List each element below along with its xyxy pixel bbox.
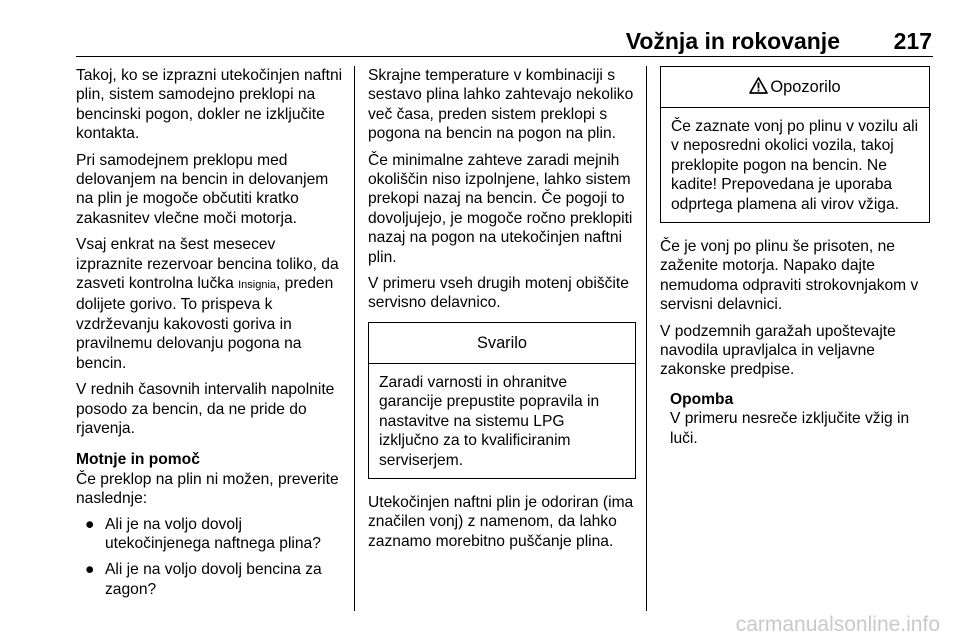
list-item [76, 560, 344, 599]
col2-paragraph-2: Če minimalne zahteve zaradi mejnih okoliščin niso izpolnjene, lahko sistem prekopi nazaj na bencin. Če pogoji to dovoljujejo, je mogoče ročno preklopiti nazaj na pogon na utekočinjen naftni plin. [368, 151, 633, 266]
col2-paragraph-4: Utekočinjen naftni plin je odoriran (ima značilen vonj) z namenom, da lahko zaznamo morebitno puščanje plina. [368, 493, 634, 550]
warning-box [660, 66, 930, 223]
header-divider [76, 56, 933, 57]
list-item-text: Ali je na voljo dovolj utekočinjenega naftnega plina? [105, 515, 321, 552]
column-divider-2 [646, 66, 647, 611]
caution-text: Zaradi varnosti in ohranitve garancije prepustite popravila in nastavitve na sistemu LPG izključno za to kvalificiranim serviserjem. [379, 373, 600, 469]
note-text: V primeru nesreče izključite vžig in luči. [670, 410, 910, 447]
note-title: Opomba [670, 390, 734, 408]
column-3 [660, 66, 930, 448]
column-1 [76, 66, 344, 606]
insignia-indicator-label: Insignia [238, 279, 277, 292]
checklist [76, 515, 344, 600]
col1-paragraph-3 [76, 235, 344, 373]
bullet-icon: ● [85, 515, 95, 533]
section-subheading: Motnje in pomoč [76, 451, 200, 469]
column-divider-1 [354, 66, 355, 611]
page-number: 217 [893, 28, 932, 54]
col3-paragraph-2: V podzemnih garažah upoštevajte navodila upravljalca in veljavne zakonske predpise. [660, 322, 896, 379]
warning-header [661, 67, 929, 108]
note-block [660, 390, 930, 448]
page-header-title: Vožnja in rokovanje [625, 28, 840, 54]
col1-paragraph-2: Pri samodejnem preklopu med delovanjem na bencin in delovanjem na plin je mogoče občutiti kratko zakasnitev vlečne moči motorja. [76, 151, 329, 227]
warning-text: Če zaznate vonj po plinu v vozilu ali v neposredni okolici vozila, takoj preklopite pogon na bencin. Ne kadite! Prepovedana je uporaba odprtega plamena ali virov vžiga. [671, 118, 919, 213]
list-item-text: Ali je na voljo dovolj bencina za zagon? [105, 561, 322, 598]
col3-paragraph-1: Če je vonj po plinu še prisoten, ne zaženite motorja. Napako dajte nemudoma odpraviti strokovnjakom v servisni delavnici. [660, 238, 919, 314]
bullet-icon: ● [85, 561, 95, 579]
warning-triangle-icon [749, 77, 768, 94]
watermark: carmanualsonline.info [735, 613, 940, 636]
col2-paragraph-1: Skrajne temperature v kombinaciji s sestavo plina lahko zahtevajo nekoliko več časa, preden sistem preklopi s pogona na bencin na pogon na plin. [368, 67, 634, 143]
col1-paragraph-4: V rednih časovnih intervalih napolnite posodo za bencin, da ne pride do rjavenja. [76, 381, 335, 437]
caution-title: Svarilo [369, 323, 635, 364]
column-2 [368, 66, 636, 558]
col1-paragraph-3-end: , preden dolijete gorivo. To prispeva k vzdrževanju kakovosti goriva in pravilnemu delovanju pogona na bencin. [76, 275, 334, 372]
col1-paragraph-3-start: Vsaj enkrat na šest mesecev izpraznite rezervoar bencina toliko, da zasveti kontrolna lučka [76, 236, 339, 293]
list-item [76, 515, 344, 554]
caution-box [368, 322, 636, 479]
col1-paragraph-5: Če preklop na plin ni možen, preverite naslednje: [76, 470, 339, 508]
warning-title: Opozorilo [770, 78, 841, 96]
col1-paragraph-1: Takoj, ko se izprazni utekočinjen naftni plin, sistem samodejno preklopi na bencinski pogon, dokler ne izključite kontakta. [76, 67, 343, 143]
col2-paragraph-3: V primeru vseh drugih motenj obiščite servisno delavnico. [368, 275, 629, 312]
